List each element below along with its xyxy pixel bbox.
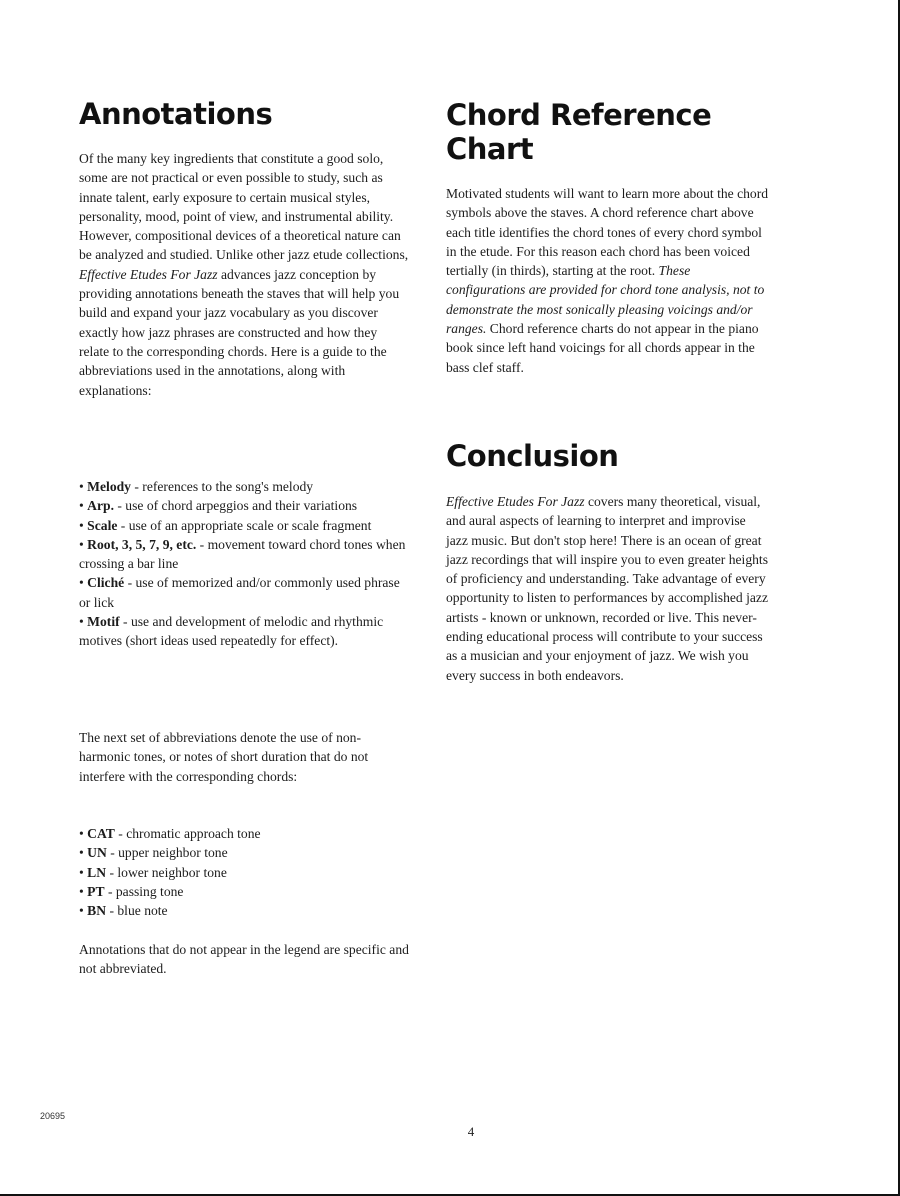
list-item-term: LN [87, 864, 107, 880]
list-item: • Arp. - use of chord arpeggios and their variations [79, 498, 358, 514]
intro-book-title: Effective Etudes For Jazz [79, 266, 218, 282]
list-item-desc: - use and development of melodic and rhythmic motives (short ideas used repeatedly for effect). [79, 614, 384, 649]
list-item: • CAT - chromatic approach tone [79, 826, 261, 841]
list-item-desc: - use of memorized and/or commonly used phrase or lick [79, 575, 400, 610]
list-item-term: Melody [87, 479, 131, 494]
list-item: • UN - upper neighbor tone [79, 845, 228, 861]
list-item: • BN - blue note [79, 903, 168, 919]
annotations-final-paragraph: Annotations that do not appear in the legend are specific and not abbreviated. [79, 942, 409, 977]
list-item-term: Cliché [87, 575, 125, 591]
list-item-desc: - references to the song's melody [130, 479, 314, 494]
chord-reference-paragraph [446, 184, 770, 377]
list-item-term: CAT [87, 826, 115, 841]
list-item: • Motif - use and development of melodic and rhythmic motives (short ideas used repeatedly for effect). [79, 614, 384, 649]
list-item-term: PT [87, 883, 105, 899]
list-item: • Melody - references to the song's melody [79, 479, 314, 494]
list-item-desc: - upper neighbor tone [106, 845, 228, 861]
list-item: • PT - passing tone [79, 883, 184, 899]
catalog-code: 20695 [40, 1111, 66, 1121]
page-number: 4 [467, 1124, 475, 1139]
conclusion-book-title: Effective Etudes For Jazz [446, 494, 585, 509]
conclusion-paragraph [446, 492, 770, 685]
abbreviation-list [79, 477, 409, 651]
list-item-term: Arp. [87, 498, 114, 514]
intro-text-part2: advances jazz conception by providing annotations beneath the staves that will help you build and expand your jazz vocabulary as you discover exactly how jazz phrases are constructed and how they relate to the corresponding chords. Here is a guide to the abbreviations used in the annotations, along with explanations: [79, 266, 400, 398]
list-item-desc: - chromatic approach tone [114, 826, 261, 841]
chord-text-part1: Motivated students will want to learn more about the chord symbols above the staves. A chord reference chart above each title identifies the chord tones of every chord symbol in the etude. For this reason each chord has been voiced tertially (in thirds), starting at the root. [446, 186, 769, 279]
annotations-heading: Annotations [79, 97, 273, 131]
list-item-term: Scale [87, 517, 118, 533]
conclusion-heading: Conclusion [446, 439, 619, 473]
chord-heading-line1: Chord Reference [446, 98, 712, 132]
list-item: • LN - lower neighbor tone [79, 864, 227, 880]
list-item-desc: - movement toward chord tones when crossing a bar line [79, 536, 406, 572]
chord-text-part2: Chord reference charts do not appear in the piano book since left hand voicings for all chords appear in the bass clef staff. [446, 321, 759, 375]
list-item-desc: - blue note [106, 903, 168, 919]
non-harmonic-intro-paragraph: The next set of abbreviations denote the use of non-harmonic tones, or notes of short duration that do not interfere with the corresponding chords: [79, 730, 369, 784]
non-harmonic-list [79, 824, 409, 920]
list-item-term: Root, 3, 5, 7, 9, etc. [87, 536, 197, 552]
list-item-desc: - use of an appropriate scale or scale fragment [117, 517, 372, 533]
list-item: • Root, 3, 5, 7, 9, etc. - movement toward chord tones when crossing a bar line [79, 536, 406, 572]
conclusion-text: covers many theoretical, visual, and aural aspects of learning to interpret and improvise jazz music. But don't stop here! There is an ocean of great jazz recordings that will inspire you to even greater heights of proficiency and understanding. Take advantage of every opportunity to listen to performances by accomplished jazz artists - known or unknown, recorded or live. This never-ending educational process will contribute to your success as a musician and your enjoyment of jazz. We wish you every success in both endeavors. [446, 494, 769, 683]
chord-text-italic: These configurations are provided for chord tone analysis, not to demonstrate the most sonically pleasing voicings and/or ranges. [446, 263, 765, 337]
list-item: • Scale - use of an appropriate scale or scale fragment [79, 517, 372, 533]
list-item-term: UN [87, 845, 107, 861]
chord-heading-line2: Chart [446, 132, 534, 166]
list-item: • Cliché - use of memorized and/or commonly used phrase or lick [79, 575, 400, 610]
annotations-intro-paragraph [79, 149, 409, 400]
intro-text-part1: Of the many key ingredients that constitute a good solo, some are not practical or even possible to study, such as innate talent, early exposure to certain musical styles, personality, mood, point of view, and instrumental ability. However, compositional devices of a theoretical nature can be analyzed and studied. Unlike other jazz etude collections, [79, 151, 409, 263]
list-item-desc: - passing tone [104, 883, 184, 899]
list-item-term: Motif [87, 614, 120, 630]
list-item-desc: - use of chord arpeggios and their variations [113, 498, 358, 514]
list-item-desc: - lower neighbor tone [106, 864, 227, 880]
chord-reference-heading [446, 98, 772, 166]
list-item-term: BN [87, 903, 107, 919]
